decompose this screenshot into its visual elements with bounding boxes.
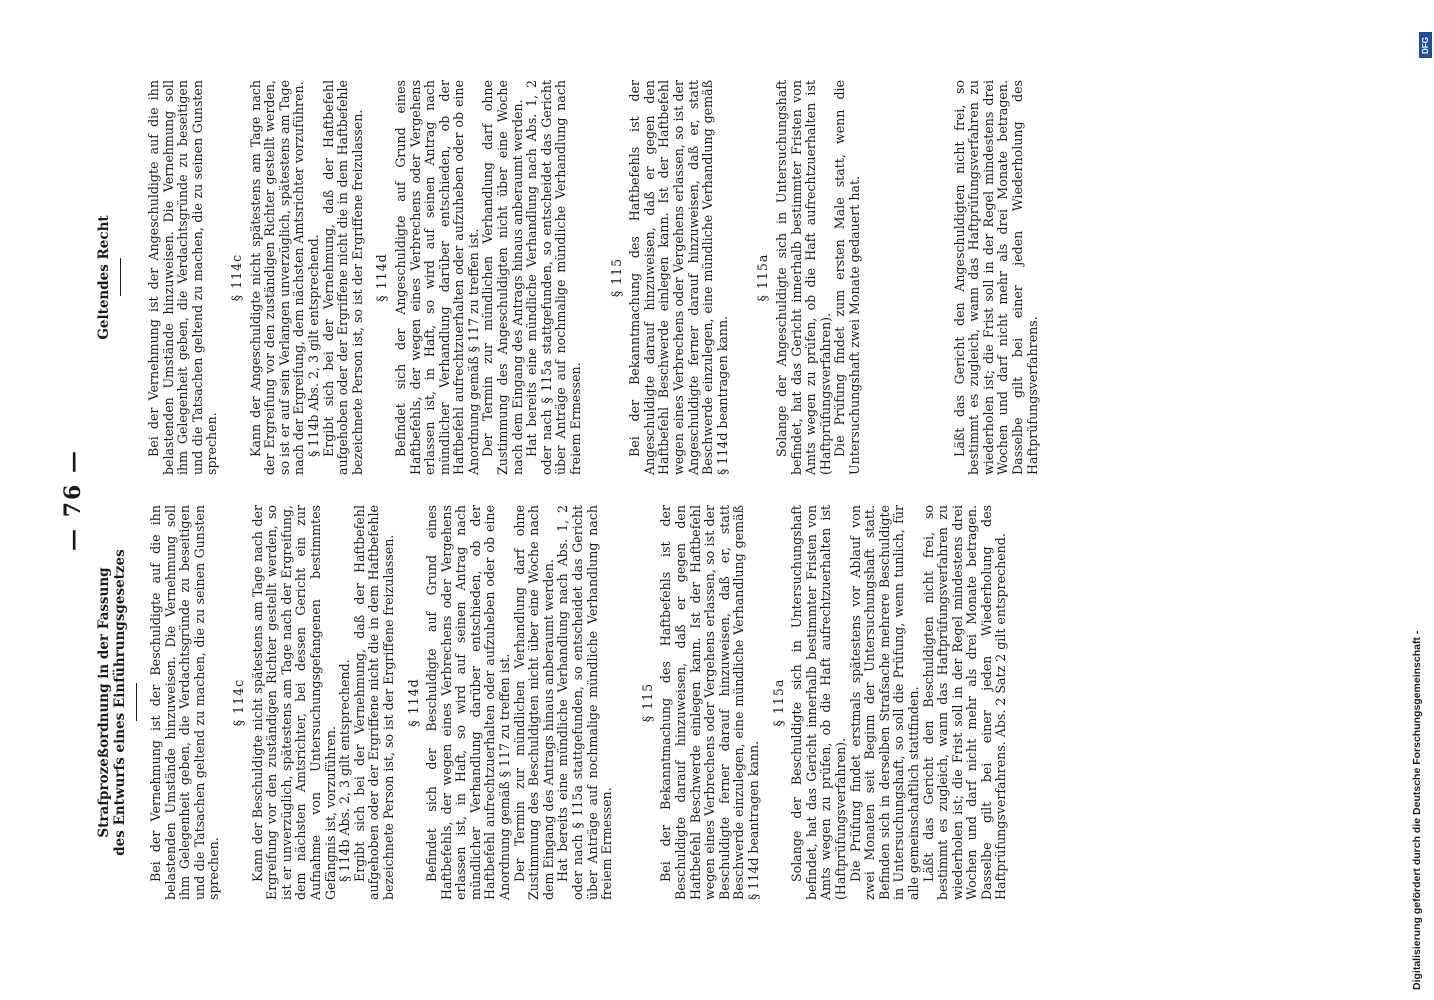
left-section-114d-title: § 114d [405, 678, 421, 727]
right-section-114c-text: Kann der Angeschuldigte nicht spätestens am Tage nach der Ergreifung vor den zuständigen Richter gestellt werden, so ist er auf sein Verlangen unverzüglich, spätestens am Tage nach der Ergreifung, dem nächsten Amtsrichter vorzuführen. [247, 80, 307, 475]
left-column-draft-law [96, 505, 1009, 900]
digitization-credit [1411, 631, 1423, 990]
page-number: — 76 — [60, 449, 86, 551]
right-section-114d-title: § 114d [374, 253, 390, 302]
spacer [584, 80, 600, 475]
right-paragraph-ergibt: Ergibt sich bei der Vernehmung, daß der Haftbefehl aufgehoben oder der Ergriffene nicht die in dem Haftbefehle bezeichnete Person ist, so ist der Ergriffene freizulassen. [320, 80, 365, 475]
left-paragraph-ergibt: Ergibt sich bei der Vernehmung, daß der Haftbefehl aufgehoben oder der Ergriffene nicht die in dem Haftbefehle bezeichnete Person ist, so ist der Ergriffene freizulassen. [351, 505, 396, 900]
left-column-heading-line1: Strafprozeßordnung in der Fassung [96, 567, 112, 838]
left-section-115-text: Bei der Bekanntmachung des Haftbefehls ist der Beschuldigte darauf hinzuweisen, daß er gegen den Haftbefehl Beschwerde einlegen kann. Ist der Haftbefehl wegen eines Verbrechens oder Vergehens erlassen, so ist der Beschuldigte ferner darauf hinzuweisen, daß er, statt Beschwerde einzulegen, eine mündliche Verhandlung gemäß § 114d beantragen kann. [658, 505, 761, 900]
left-section-115a-paragraph-3: Läßt das Gericht den Beschuldigten nicht frei, so bestimmt es zugleich, wann das Haftprüfungsverfahren zu wiederholen ist; die Frist soll in der Regel mindestens drei Wochen und darf nicht mehr als drei Monate betragen. Dasselbe gilt bei einer jeden Wiederholung des Haftprüfungsverfahrens. Abs. 2 Satz 2 gilt entsprechend. [920, 505, 1009, 900]
left-section-115-title: § 115 [639, 682, 655, 723]
right-section-114c-title: § 114c [228, 253, 244, 302]
right-section-114d-paragraph-2: Der Termin zur mündlichen Verhandlung darf ohne Zustimmung des Angeschuldigten nicht über eine Woche nach dem Eingang des Antrags hinaus anberaumt werden. [480, 80, 525, 475]
heading-rule [120, 259, 121, 297]
left-section-114d-paragraph-2: Der Termin zur mündlichen Verhandlung darf ohne Zustimmung des Beschuldigten nicht über eine Woche nach dem Eingang des Antrags hinaus anberaumt werden. [511, 505, 556, 900]
left-section-114c-text: Kann der Beschuldigte nicht spätestens am Tage nach der Ergreifung vor den zuständigen Richter gestellt werden, so ist er unverzüglich, spätestens am Tage nach der Ergreifung, dem nächsten Amtsrichter, bei dessen Gericht ein zur Aufnahme von Untersuchungsgefangenen bestimmtes Gefängnis ist, vorzuführen. [249, 505, 338, 900]
dfg-logo [1419, 32, 1432, 58]
dfg-logo-text: DFG [1421, 36, 1431, 54]
spacer [133, 80, 147, 475]
right-section-114d-paragraph-1: Befindet sich der Angeschuldigte auf Grund eines Haftbefehls, der wegen eines Verbrechens oder Vergehens erlassen ist, in Haft, so wird auf seinen Antrag nach mündlicher Verhandlung darüber entschieden, ob der Haftbefehl aufrechtzuerhalten oder aufzuheben oder ob eine Anordnung gemäß § 117 zu treffen ist. [392, 80, 481, 475]
right-column-heading: Geltendes Recht [96, 215, 112, 340]
spacer [730, 80, 746, 475]
right-section-114d-paragraph-3: Hat bereits eine mündliche Verhandlung nach Abs. 1, 2 oder nach § 115a stattgefunden, so entscheidet das Gericht über Anträge auf nochmalige mündliche Verhandlung nach freiem Ermessen. [524, 80, 584, 475]
right-column-current-law [96, 80, 1040, 475]
right-paragraph-vernehmung: Bei der Vernehmung ist der Angeschuldigte auf die ihn belastenden Umstände hinzuweisen. Die Vernehmung soll ihm Gelegenheit geben, die Verdachtsgründe zu beseitigen und die Tatsachen geltend zu machen, die zu seinen Gunsten sprechen. [146, 80, 220, 475]
left-section-115a-paragraph-2: Die Prüfung findet erstmals spätestens vor Ablauf von zwei Monaten seit Beginn der Untersuchungshaft statt. Befinden sich in derselben Strafsache mehrere Beschuldigte in Untersuchungshaft, so soll die Prüfung, wenn tunlich, für alle gemeinschaftlich stattfinden. [847, 505, 921, 900]
right-section-114b-reference: § 114b Abs. 2, 3 gilt entsprechend. [305, 234, 321, 457]
right-section-115-title: § 115 [608, 257, 624, 298]
left-paragraph-vernehmung: Bei der Vernehmung ist der Beschuldigte auf die ihn belastenden Umstände hinzuweisen. Die Vernehmung soll ihm Gelegenheit geben, die Verdachtsgründe zu beseitigen und die Tatsachen geltend zu machen, die zu seinen Gunsten sprechen. [148, 505, 222, 900]
left-section-114c-title: § 114c [230, 678, 246, 727]
spacer [615, 505, 631, 900]
right-section-115-text: Bei der Bekanntmachung des Haftbefehls ist der Angeschuldigte darauf hinzuweisen, daß er gegen den Haftbefehl Beschwerde einlegen kann. Ist der Haftbefehl wegen eines Verbrechens oder Vergehens erlassen, so ist der Angeschuldigte ferner darauf hinzuweisen, daß er, statt Beschwerde einzulegen, eine mündliche Verhandlung gemäß § 114d beantragen kann. [627, 80, 730, 475]
spacer [863, 80, 953, 475]
digitization-credit-text: Digitalisierung gefördert durch die Deutsche Forschungsgemeinschaft - [1411, 630, 1423, 990]
right-section-115a-paragraph-3: Läßt das Gericht den Angeschuldigten nicht frei, so bestimmt es zugleich, wann das Haftprüfungsverfahren zu wiederholen ist; die Frist soll in der Regel mindestens drei Wochen und darf nicht mehr als drei Monate betragen. Dasselbe gilt bei einer jeden Wiederholung des Haftprüfungsverfahrens. [951, 80, 1040, 475]
left-section-115a-title: § 115a [770, 678, 786, 727]
left-section-114d-paragraph-1: Befindet sich der Beschuldigte auf Grund eines Haftbefehls, der wegen eines Verbrechens oder Vergehens erlassen ist, in Haft, so wird auf seinen Antrag nach mündlicher Verhandlung darüber entschieden, ob der Haftbefehl aufrechtzuerhalten oder aufzuheben oder ob eine Anordnung gemäß § 117 zu treffen ist. [424, 505, 513, 900]
left-section-114d-paragraph-3: Hat bereits eine mündliche Verhandlung nach Abs. 1, 2 oder nach § 115a stattgefunden, so entscheidet das Gericht über Anträge auf nochmalige mündliche Verhandlung nach freiem Ermessen. [555, 505, 615, 900]
left-section-114b-reference: § 114b Abs. 2, 3 gilt entsprechend. [337, 659, 353, 882]
left-column-heading-line2: des Entwurfs eines Einführungsgesetzes [112, 549, 128, 856]
right-section-115a-paragraph-2: Die Prüfung findet zum ersten Male statt, wenn die Untersuchungshaft zwei Monate gedauert hat. [832, 80, 862, 475]
right-section-115a-title: § 115a [755, 253, 771, 302]
heading-rule [136, 684, 137, 722]
right-section-115a-paragraph-1: Solange der Angeschuldigte sich in Untersuchungshaft befindet, hat das Gericht innerhalb bestimmter Fristen von Amts wegen zu prüfen, ob die Haft aufrechtzuerhalten ist (Haftprüfungsverfahren). [773, 80, 833, 475]
left-section-115a-paragraph-1: Solange der Beschuldigte sich in Untersuchungshaft befindet, hat das Gericht innerhalb bestimmter Fristen von Amts wegen zu prüfen, ob die Haft aufrechtzuerhalten ist (Haftprüfungsverfahren). [789, 505, 848, 900]
